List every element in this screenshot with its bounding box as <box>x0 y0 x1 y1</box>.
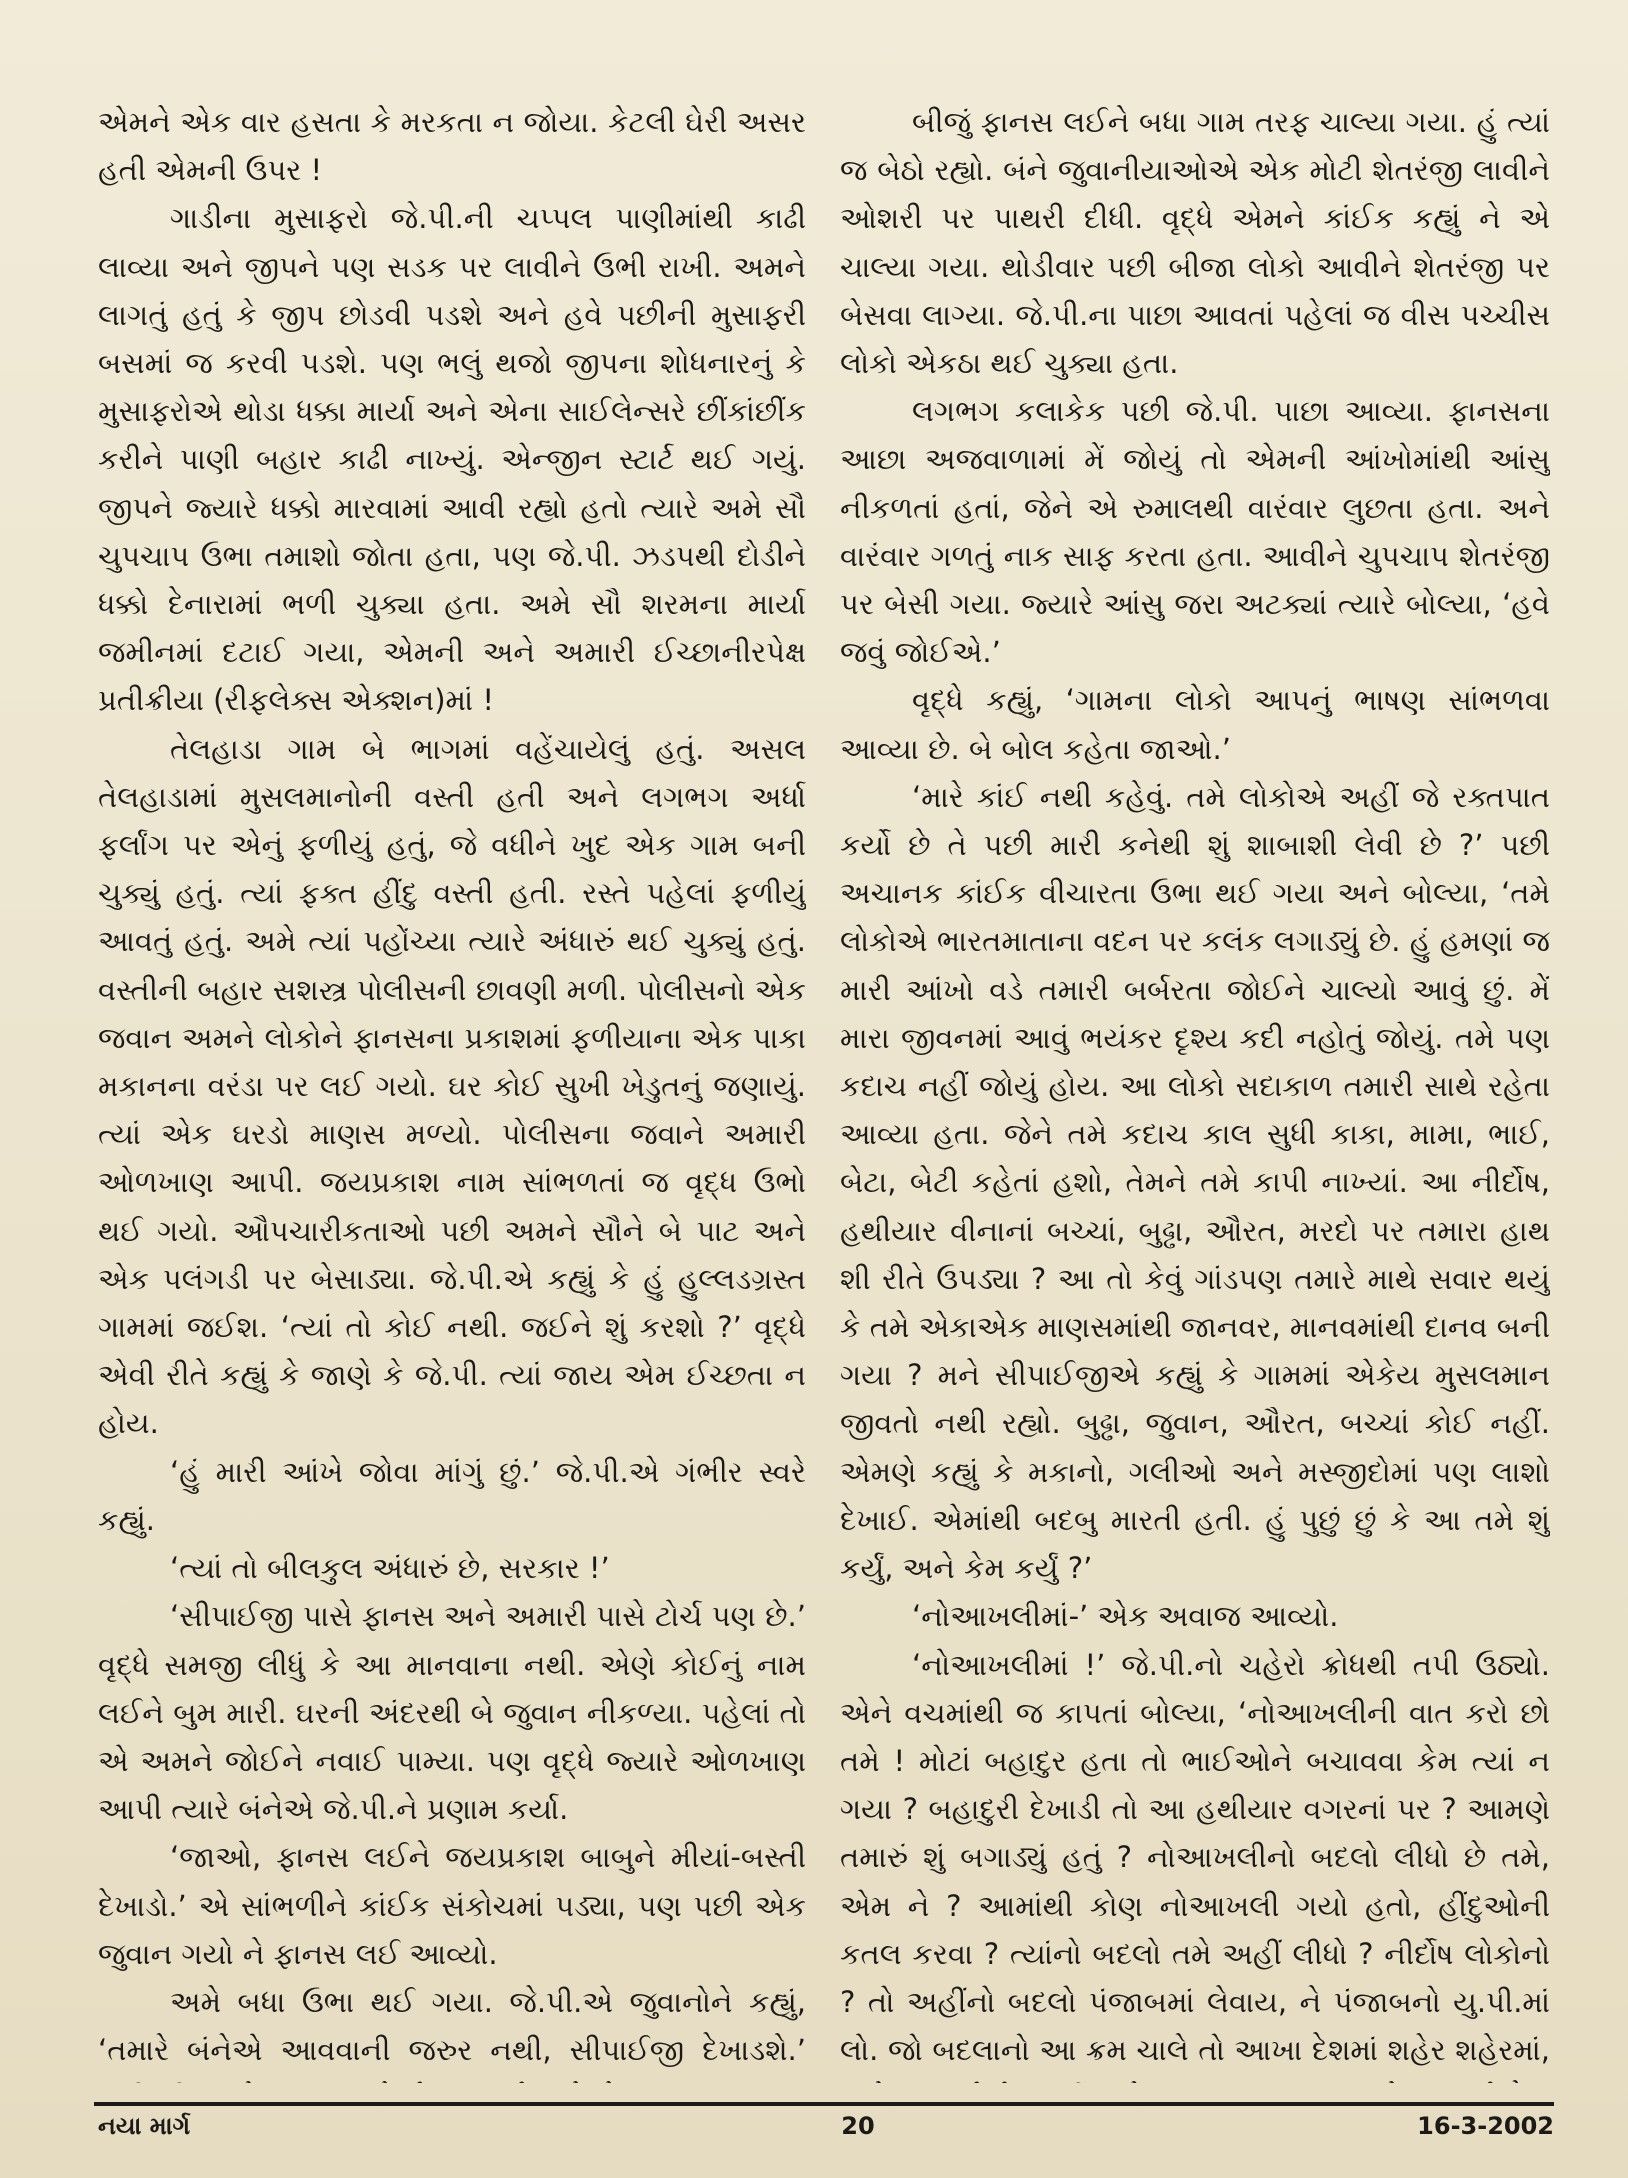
left-text-column <box>98 98 806 2083</box>
paragraph: ‘નોઆખલીમાં !’ જે.પી.નો ચહેરો ક્રોધથી તપી ઉઠ્યો. એને વચમાંથી જ કાપતાં બોલ્યા, ‘નોઆખલીની વાત કરો છો તમે ! મોટાં બહાદુર હતા તો ભાઈઓને બચાવવા કેમ ત્યાં ન ગયા ? બહાદુરી દેખાડી તો આ હથીયાર વગરનાં પર ? આમણે તમારું શું બગાડ્યું હતું ? નોઆખલીનો બદલો લીધો છે તમે, એમ ને ? આમાંથી કોણ નોઆખલી ગયો હતો, હીંદુઓની કતલ કરવા ? ત્યાંનો બદલો તમે અહીં લીધો ? નીર્દોષ લોકોનો ? તો અહીંનો બદલો પંજાબમાં લેવાય, ને પંજાબનો યુ.પી.માં લો. જો બદલાનો આ ક્રમ ચાલે તો આખા દેશમાં શહેર શહેરમાં, <box>840 1647 1550 2068</box>
paragraph: તેલહાડા ગામ બે ભાગમાં વહેંચાયેલું હતું. અસલ તેલહાડામાં મુસલમાનોની વસ્તી હતી અને લગભગ અર્ધા ફર્લાંગ પર એનું ફળીયું હતું, જે વધીને ખુદ એક ગામ બની ચુક્યું હતું. ત્યાં ફક્ત હીંદુ વસ્તી હતી. રસ્તે પહેલાં ફળીયું આવતું હતું. અમે ત્યાં પહોંચ્યા ત્યારે અંધારું થઈ ચુક્યું હતું. વસ્તીની બહાર સશસ્ત્ર પોલીસની છાવણી મળી. પોલીસનો એક જવાન અમને લોકોને ફાનસના પ્રકાશમાં ફળીયાના એક પાકા મકાનના વરંડા પર લઈ ગયો. ઘર કોઈ સુખી ખેડુતનું જણાયું. ત્યાં એક ઘરડો માણસ મળ્યો. પોલીસના જવાને અમારી ઓળખાણ આપી. જયપ્રકાશ નામ સાંભળતાં જ વૃદ્ધ ઉભો થઈ ગયો. ઔપચારીકતાઓ પછી અમને સૌને બે પાટ અને એક પલંગડી પર બેસાડ્યા. જે.પી.એ કહ્યું કે હું હુલ્લડગ્રસ્ત ગામમાં જઈશ. ‘ત્યાં તો કોઈ નથી. જઈને શું કરશો ?’ વૃદ્ધે એવી રીતે કહ્યું કે જાણે કે જે.પી. ત્યાં જાય એમ ઈચ્છતા ન હોય. <box>98 731 806 1441</box>
footer-divider <box>94 2102 1554 2106</box>
paragraph: અમે બધા ઉભા થઈ ગયા. જે.પી.એ જુવાનોને કહ્યું, ‘તમારે બંનેએ આવવાની જરુર નથી, સીપાઈજી દેખાડશે.’ <box>98 1984 806 2068</box>
page-number: 20 <box>841 2112 875 2140</box>
publication-name: નયા માર્ગ <box>98 2112 191 2140</box>
page-footer <box>98 2112 1554 2152</box>
paragraph: ‘જાઓ, ફાનસ લઈને જયપ્રકાશ બાબુને મીયાં-બસ્તી દેખાડો.’ એ સાંભળીને કાંઈક સંકોચમાં પડ્યા, પણ પછી એક જુવાન ગયો ને ફાનસ લઈ આવ્યો. <box>98 1840 806 1971</box>
issue-date: 16-3-2002 <box>1417 2112 1554 2140</box>
paragraph: વૃદ્ધે કહ્યું, ‘ગામના લોકો આપનું ભાષણ સાંભળવા આવ્યા છે. બે બોલ કહેતા જાઓ.’ <box>840 683 1550 766</box>
paragraph: ‘નોઆખલીમાં-’ એક અવાજ આવ્યો. <box>912 1599 1339 1634</box>
paragraph: ‘મારે કાંઈ નથી કહેવું. તમે લોકોએ અહીં જે રક્તપાત કર્યો છે તે પછી મારી કનેથી શું શાબાશી લેવી છે ?’ પછી અચાનક કાંઈક વીચારતા ઉભા થઈ ગયા અને બોલ્યા, ‘તમે લોકોએ ભારતમાતાના વદન પર કલંક લગાડ્યું છે. હું હમણાં જ મારી આંખો વડે તમારી બર્બરતા જોઈને ચાલ્યો આવું છું. મેં મારા જીવનમાં આવું ભયંકર દૃશ્ય કદી નહોતું જોયું. તમે પણ કદાચ નહીં જોયું હોય. આ લોકો સદાકાળ તમારી સાથે રહેતા આવ્યા હતા. જેને તમે કદાચ કાલ સુધી કાકા, મામા, ભાઈ, બેટા, બેટી કહેતાં હશો, તેમને તમે કાપી નાખ્યાં. આ નીર્દોષ, હથીયાર વીનાનાં બચ્ચાં, બુઢ્ઢા, ઔરત, મરદો પર તમારા હાથ શી રીતે ઉપડ્યા ? આ તો કેવું ગાંડપણ તમારે માથે સવાર થયું કે તમે એકાએક માણસમાંથી જાનવર, માનવમાંથી દાનવ બની ગયા ? મને સીપાઈજીએ કહ્યું કે ગામમાં એકેય મુસલમાન જીવતો નથી રહ્યો. બુઢ્ઢા, જુવાન, ઔરત, બચ્ચાં કોઈ નહીં. એમણે કહ્યું કે મકાનો, ગલીઓ અને મસ્જીદોમાં પણ લાશો દેખાઈ. એમાંથી બદબુ મારતી હતી. હું પુછું છું કે આ તમે શું કર્યું, અને કેમ કર્યું ?’ <box>840 779 1550 1586</box>
paragraph: ‘ત્યાં તો બીલકુલ અંધારું છે, સરકાર !’ <box>170 1551 610 1586</box>
paragraph: બીજું ફાનસ લઈને બધા ગામ તરફ ચાલ્યા ગયા. હું ત્યાં જ બેઠો રહ્યો. બંને જુવાનીયાઓએ એક મોટી શેતરંજી લાવીને ઓશરી પર પાથરી દીધી. વૃદ્ધે એમને કાંઈક કહ્યું ને એ ચાલ્યા ગયા. થોડીવાર પછી બીજા લોકો આવીને શેતરંજી પર બેસવા લાગ્યા. જે.પી.ના પાછા આવતાં પહેલાં જ વીસ પચ્ચીસ લોકો એકઠા થઈ ચુક્યા હતા. <box>840 105 1550 381</box>
paragraph: ‘હું મારી આંખે જોવા માંગું છું.’ જે.પી.એ ગંભીર સ્વરે કહ્યું. <box>98 1454 806 1537</box>
paragraph: એમને એક વાર હસતા કે મરકતા ન જોયા. કેટલી ઘેરી અસર હતી એમની ઉપર ! <box>98 105 806 188</box>
paragraph: ‘સીપાઈજી પાસે ફાનસ અને અમારી પાસે ટોર્ચ પણ છે.’ વૃદ્ધે સમજી લીધું કે આ માનવાના નથી. એણે કોઈનું નામ લઈને બુમ મારી. ઘરની અંદરથી બે જુવાન નીકળ્યા. પહેલાં તો એ અમને જોઈને નવાઈ પામ્યા. પણ વૃદ્ધે જ્યારે ઓળખાણ આપી ત્યારે બંનેએ જે.પી.ને પ્રણામ કર્યા. <box>98 1599 806 1827</box>
paragraph: લગભગ કલાકેક પછી જે.પી. પાછા આવ્યા. ફાનસના આછા અજવાળામાં મેં જોયું તો એમની આંખોમાંથી આંસુ નીકળતાં હતાં, જેને એ રુમાલથી વારંવાર લુછતા હતા. અને વારંવાર ગળતું નાક સાફ કરતા હતા. આવીને ચુપચાપ શેતરંજી પર બેસી ગયા. જ્યારે આંસુ જરા અટક્યાં ત્યારે બોલ્યા, ‘હવે જવું જોઈએ.’ <box>840 394 1550 670</box>
right-text-column <box>840 98 1550 2083</box>
paragraph: ગાડીના મુસાફરો જે.પી.ની ચપ્પલ પાણીમાંથી કાઢી લાવ્યા અને જીપને પણ સડક પર લાવીને ઉભી રાખી. અમને લાગતું હતું કે જીપ છોડવી પડશે અને હવે પછીની મુસાફરી બસમાં જ કરવી પડશે. પણ ભલું થજો જીપના શોધનારનું કે મુસાફરોએ થોડા ધક્કા માર્યા અને એના સાઈલેન્સરે છીંકાંછીંક કરીને પાણી બહાર કાઢી નાખ્યું. એન્જીન સ્ટાર્ટ થઈ ગયું. જીપને જ્યારે ધક્કો મારવામાં આવી રહ્યો હતો ત્યારે અમે સૌ ચુપચાપ ઉભા તમાશો જોતા હતા, પણ જે.પી. ઝડપથી દોડીને ધક્કો દેનારામાં ભળી ચુક્યા હતા. અમે સૌ શરમના માર્યા જમીનમાં દટાઈ ગયા, એમની અને અમારી ઈચ્છાનીરપેક્ષ પ્રતીક્રીયા (રીફલેક્સ એક્શન)માં ! <box>98 201 806 718</box>
